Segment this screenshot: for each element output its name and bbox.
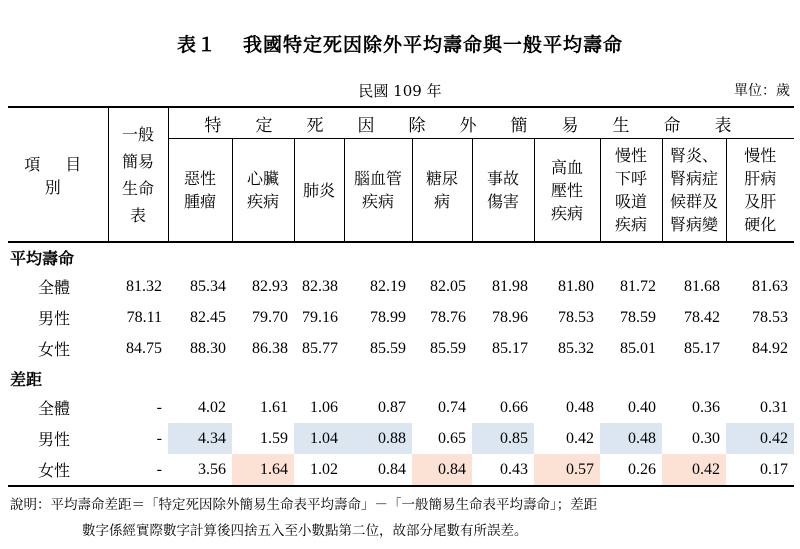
header-cause-2: 心臟 疾病 (232, 139, 294, 243)
row-label: 全體 (38, 399, 71, 418)
table-row (8, 302, 794, 333)
table-cell: 0.31 (760, 398, 788, 416)
footnote-line-1: 說明：平均壽命差距＝「特定死因除外簡易生命表平均壽命」－「一般簡易生命表平均壽命」；差距 (10, 497, 598, 513)
table-cell: 81.63 (752, 277, 788, 295)
header-cause-group: 特定死因除外簡易生命表 (168, 107, 794, 139)
table-row (8, 392, 794, 423)
header-item: 項 目 別 (8, 107, 108, 242)
table-cell: 85.01 (620, 339, 656, 357)
table-cell: 0.26 (600, 454, 662, 486)
section-heading: 差距 (10, 369, 43, 389)
table-cell: 1.59 (260, 429, 288, 447)
row-label: 女性 (8, 454, 108, 486)
table-cell: 85.59 (430, 339, 466, 357)
table-cell: 85.17 (684, 339, 720, 357)
row-label: 女性 (38, 340, 71, 359)
table-cell: 79.16 (302, 308, 338, 326)
table-cell: 85.77 (302, 339, 338, 357)
table-cell: 1.61 (260, 398, 288, 416)
table-cell: 0.43 (472, 454, 534, 486)
table-cell: 81.72 (620, 277, 656, 295)
table-cell: 86.38 (252, 339, 288, 357)
table-cell: - (108, 454, 168, 486)
table-cell: 82.45 (190, 308, 226, 326)
table-cell: 78.96 (492, 308, 528, 326)
table-cell: - (156, 398, 162, 416)
table-cell: 3.56 (168, 454, 232, 486)
table-cell: 1.06 (310, 398, 338, 416)
table-cell: 0.57 (534, 454, 600, 486)
table-cell: 82.93 (252, 277, 288, 295)
table-cell: 88.30 (190, 339, 226, 357)
table-cell: 82.19 (370, 277, 406, 295)
table-subtitle: 民國 109 年 (358, 82, 442, 100)
table-cell: 4.02 (198, 398, 226, 416)
table-cell: 84.75 (126, 339, 162, 357)
table-row (8, 423, 794, 454)
table-cell: 1.04 (294, 423, 344, 454)
table-cell: 0.48 (566, 398, 594, 416)
table-cell: 0.42 (566, 429, 594, 447)
header-general-life-line: 簡易 (121, 151, 154, 171)
footnote-line-2: 數字係經實際數字計算後四捨五入至小數點第二位，故部分尾數有所誤差。 (82, 523, 528, 539)
table-title-text: 我國特定死因除外平均壽命與一般平均壽命 (243, 34, 624, 56)
table-cell: 0.42 (662, 454, 726, 486)
table-cell: 85.32 (558, 339, 594, 357)
header-cause-10: 慢性 肝病 及肝 硬化 (726, 139, 794, 243)
table-cell: 0.66 (500, 398, 528, 416)
table-cell: 1.02 (294, 454, 344, 486)
table-cell: 81.32 (126, 277, 162, 295)
header-cause-5: 糖尿 病 (412, 139, 472, 243)
table-cell: 85.34 (190, 277, 226, 295)
header-cause-3: 肺炎 (294, 139, 344, 243)
table-cell: 81.98 (492, 277, 528, 295)
table-row (8, 454, 794, 486)
row-label: 全體 (38, 278, 71, 297)
table-number: 表１ (176, 34, 217, 56)
table-cell: 0.40 (628, 398, 656, 416)
table-cell: 78.99 (370, 308, 406, 326)
header-general-life-line: 生命 (121, 178, 154, 198)
header-cause-8: 慢性 下呼 吸道 疾病 (600, 139, 662, 243)
header-cause-7: 高血 壓性 疾病 (534, 139, 600, 243)
unit-label: 單位：歲 (734, 83, 790, 99)
life-expectancy-table (8, 106, 794, 487)
table-cell: 82.05 (430, 277, 466, 295)
row-label: 男性 (38, 430, 71, 449)
table-cell: 78.59 (620, 308, 656, 326)
table-cell: 0.42 (726, 423, 794, 454)
table-cell: 78.42 (684, 308, 720, 326)
table-cell: 0.84 (344, 454, 412, 486)
row-label: 男性 (38, 309, 71, 328)
table-cell: 4.34 (168, 423, 232, 454)
table-cell: 0.65 (438, 429, 466, 447)
table-cell: 0.36 (692, 398, 720, 416)
table-cell: 79.70 (252, 308, 288, 326)
header-cause-1: 惡性 腫瘤 (168, 139, 232, 243)
header-cause-6: 事故 傷害 (472, 139, 534, 243)
table-row (8, 271, 794, 302)
table-title (0, 30, 800, 57)
header-cause-4: 腦血管 疾病 (344, 139, 412, 243)
table-cell: 1.64 (232, 454, 294, 486)
header-general-life-line: 一般 (121, 124, 154, 144)
section-heading: 平均壽命 (10, 248, 75, 268)
table-cell: - (156, 429, 162, 447)
table-cell: 78.53 (752, 308, 788, 326)
table-cell: 85.59 (370, 339, 406, 357)
table-cell: 78.11 (126, 308, 162, 326)
table-cell: 0.85 (472, 423, 534, 454)
table-cell: 0.17 (726, 454, 794, 486)
table-cell: 0.74 (438, 398, 466, 416)
table-cell: 0.87 (378, 398, 406, 416)
table-cell: 0.48 (600, 423, 662, 454)
header-general-life-table (108, 107, 168, 242)
table-cell: 81.80 (558, 277, 594, 295)
table-cell: 85.17 (492, 339, 528, 357)
header-cause-9: 腎炎、 腎病症 候群及 腎病變 (662, 139, 726, 243)
table-cell: 0.84 (412, 454, 472, 486)
table-cell: 0.88 (344, 423, 412, 454)
table-cell: 78.53 (558, 308, 594, 326)
table-cell: 0.30 (692, 429, 720, 447)
footnote (10, 492, 792, 544)
table-cell: 82.38 (302, 277, 338, 295)
header-general-life-line: 表 (129, 205, 146, 225)
table-row (8, 333, 794, 364)
table-cell: 84.92 (752, 339, 788, 357)
table-cell: 78.76 (430, 308, 466, 326)
table-cell: 81.68 (684, 277, 720, 295)
